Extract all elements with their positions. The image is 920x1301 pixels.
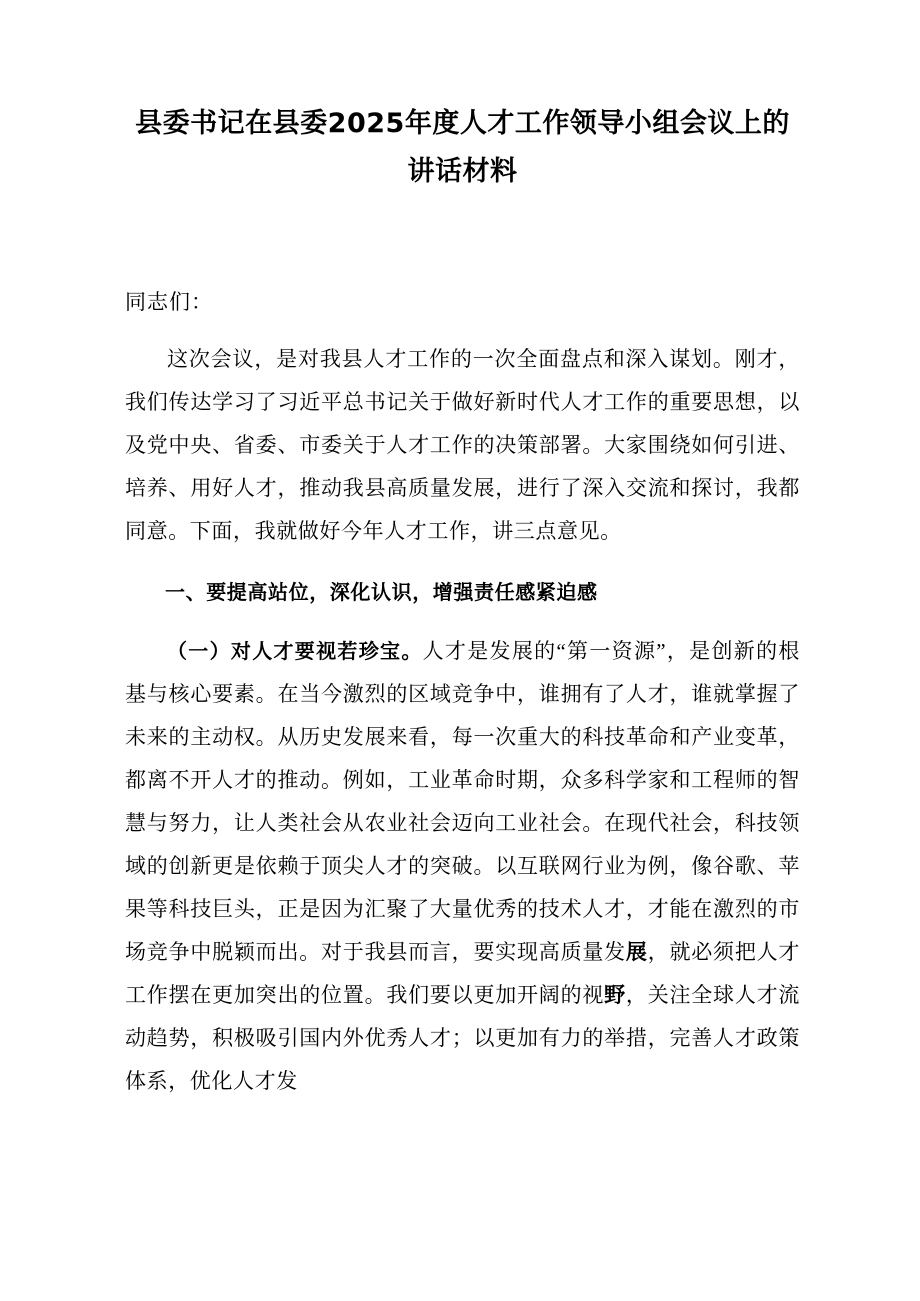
- salutation: 同志们：: [125, 290, 213, 314]
- subsection-lead: （一）对人才要视若珍宝。: [167, 639, 423, 663]
- subsection-emph-2: 野: [604, 983, 626, 1007]
- subsection-text-2: ，就必须把人才工作摆在更加突出的位置。我们要以更加开阔的视: [125, 940, 800, 1007]
- subsection-emph-1: 展: [625, 940, 648, 964]
- subsection-text-3: ，关注全球人才流动趋势，积极吸引国内外优秀人才；以更加有力的举措，完善人才政策体系，优化人才发: [125, 983, 800, 1093]
- section-heading: 一、要提高站位，深化认识，增强责任感紧迫感: [165, 580, 598, 604]
- page-title: 县委书记在县委2025年度人才工作领导小组会议上的讲话材料: [135, 108, 790, 187]
- opening-paragraph: 这次会议，是对我县人才工作的一次全面盘点和深入谋划。刚才，我们传达学习了习近平总书记关于做好新时代人才工作的重要思想，以及党中央、省委、市委关于人才工作的决策部署。大家围绕如何引进、培养、用好人才，推动我县高质量发展，进行了深入交流和探讨，我都同意。下面，我就做好今年人才工作，讲三点意见。: [125, 347, 800, 543]
- subsection-text-1: 人才是发展的“第一资源”，是创新的根基与核心要素。在当今激烈的区域竞争中，谁拥有了人才，谁就掌握了未来的主动权。从历史发展来看，每一次重大的科技革命和产业变革，都离不开人才的推动。例如，工业革命时期，众多科学家和工程师的智慧与努力，让人类社会从农业社会迈向工业社会。在现代社会，科技领域的创新更是依赖于顶尖人才的突破。以互联网行业为例，像谷歌、苹果等科技巨头，正是因为汇聚了大量优秀的技术人才，才能在激烈的市场竞争中脱颖而出。对于我县而言，要实现高质量发: [125, 639, 800, 964]
- subsection-paragraph: [125, 630, 800, 1103]
